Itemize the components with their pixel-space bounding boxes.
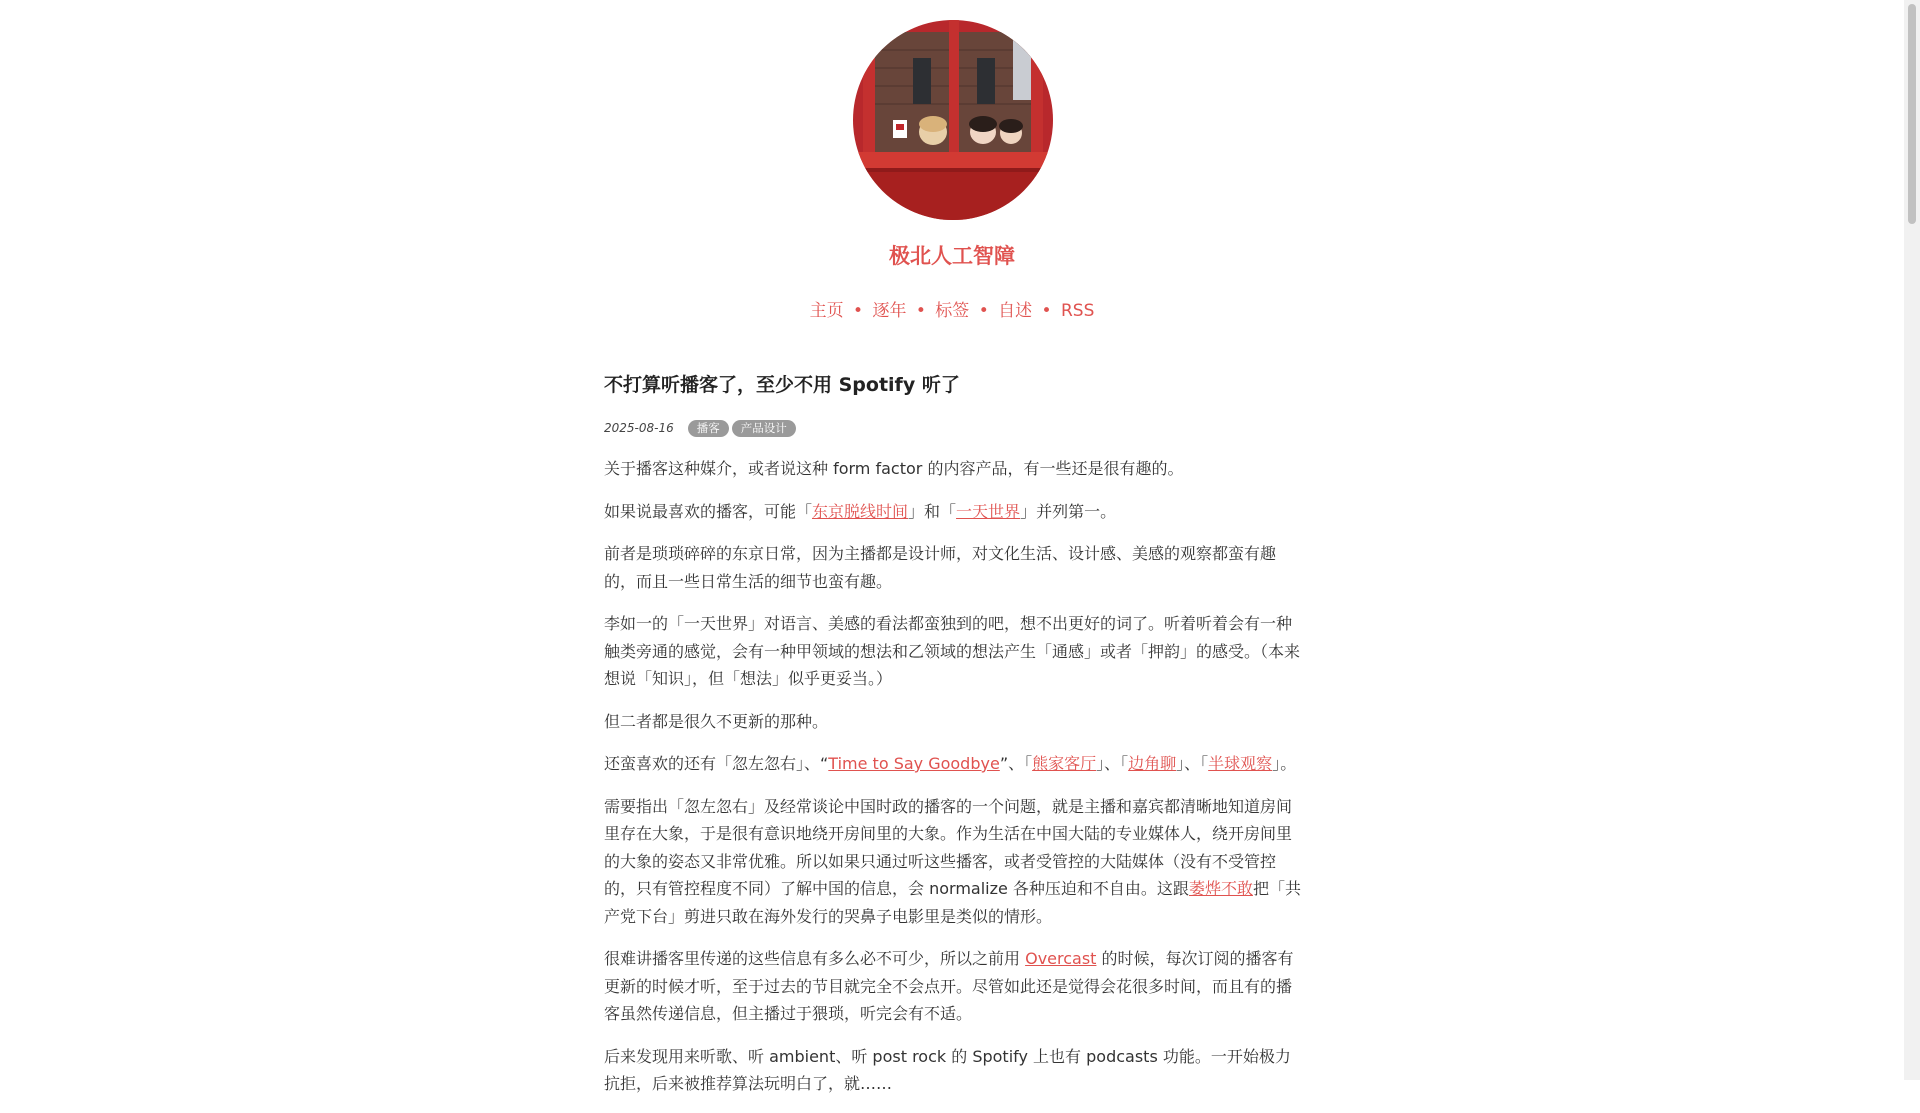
text: 」、「	[1176, 754, 1209, 773]
nav-separator: •	[915, 301, 926, 321]
paragraph: 关于播客这种媒介，或者说这种 form factor 的内容产品，有一些还是很有趣的。	[604, 459, 1184, 478]
nav-rss[interactable]: RSS	[1060, 301, 1095, 321]
paragraph: 前者是琐琐碎碎的东京日常，因为主播都是设计师，对文化生活、设计感、美感的观察都蛮有趣的，而且一些日常生活的细节也蛮有趣。	[604, 544, 1277, 591]
paragraph	[604, 498, 1304, 526]
post-date: 2025-08-16	[604, 421, 674, 435]
paragraph: 但二者都是很久不更新的那种。	[604, 711, 829, 731]
link-bianjiao-liao[interactable]: 边角聊	[1128, 754, 1177, 773]
avatar[interactable]	[853, 20, 1053, 220]
link-xiongjia-keting[interactable]: 熊家客厅	[1032, 754, 1097, 773]
tag-podcast[interactable]: 播客	[688, 420, 729, 437]
paragraph	[604, 750, 1304, 778]
paragraph: 后来发现用来听歌、听 ambient、听 post rock 的 Spotify 上也有 podcasts 功能。一开始极力抗拒，后来被推荐算法玩明白了，就……	[604, 1046, 1291, 1093]
link-overcast[interactable]: Overcast	[1025, 949, 1097, 968]
text: ”、「	[999, 754, 1033, 773]
post-title: 不打算听播客了，至少不用 Spotify 听了	[604, 374, 960, 396]
link-tokyo-offline-time[interactable]: 东京脱线时间	[812, 501, 909, 521]
article	[604, 370, 1304, 1113]
text: 如果说最喜欢的播客，可能「	[604, 501, 813, 521]
nav-separator: •	[853, 301, 864, 321]
nav-bar	[0, 296, 1904, 321]
nav-separator: •	[1041, 301, 1052, 321]
text: 」和「	[908, 501, 957, 521]
paragraph	[604, 945, 1304, 1028]
link-time-to-say-goodbye[interactable]: Time to Say Goodbye	[828, 754, 1000, 773]
text: 把「共产党下台」剪进只敢在海外发行的哭鼻子电影里是类似的情形。	[604, 879, 1301, 926]
scrollbar-thumb[interactable]	[1908, 4, 1916, 224]
site-title[interactable]: 极北人工智障	[889, 244, 1015, 268]
text: 还蛮喜欢的还有「忽左忽右」、“	[604, 754, 829, 773]
link-banqiu-guancha[interactable]: 半球观察	[1208, 754, 1273, 773]
text: 的时候，每次订阅的播客有更新的时候才听，至于过去的节目就完全不会点开。尽管如此还是觉得会花很多时间，而且有的播客虽然传递信息，但主播过于猥琐，听完会有不适。	[604, 949, 1294, 1023]
text: 」并列第一。	[1020, 501, 1117, 521]
paragraph: 李如一的「一天世界」对语言、美感的看法都蛮独到的吧，想不出更好的词了。听着听着会有一种触类旁通的感觉，会有一种甲领域的想法和乙领域的想法产生「通感」或者「押韵」的感受。（本来想说「知识」，但「想法」似乎更妥当。）	[604, 614, 1301, 688]
link-one-day-world[interactable]: 一天世界	[956, 501, 1021, 521]
nav-years[interactable]: 逐年	[872, 301, 907, 321]
vertical-scrollbar[interactable]	[1904, 0, 1920, 1080]
avatar-window-image	[853, 20, 1053, 220]
tag-product-design[interactable]: 产品设计	[732, 420, 796, 437]
nav-separator: •	[978, 301, 989, 321]
post-meta	[604, 418, 1304, 438]
text: 很难讲播客里传递的这些信息有多么必不可少，所以之前用	[604, 949, 1026, 968]
nav-tags[interactable]: 标签	[935, 301, 970, 321]
link-weiye-bugan[interactable]: 萎烨不敢	[1188, 879, 1253, 898]
text: 」、「	[1096, 754, 1129, 773]
text: 」。	[1272, 754, 1297, 773]
paragraph	[604, 793, 1304, 931]
text: 需要指出「忽左忽右」及经常谈论中国时政的播客的一个问题，就是主播和嘉宾都清晰地知道房间里存在大象，于是很有意识地绕开房间里的大象。作为生活在中国大陆的专业媒体人，绕开房间里的大象的姿态又非常优雅。所以如果只通过听这些播客，或者受管控的大陆媒体（没有不受管控的，只有管控程度不同）了解中国的信息，会 normalize 各种压迫和不自由。这跟	[604, 796, 1293, 898]
nav-home[interactable]: 主页	[809, 301, 844, 321]
nav-about[interactable]: 自述	[998, 301, 1033, 321]
